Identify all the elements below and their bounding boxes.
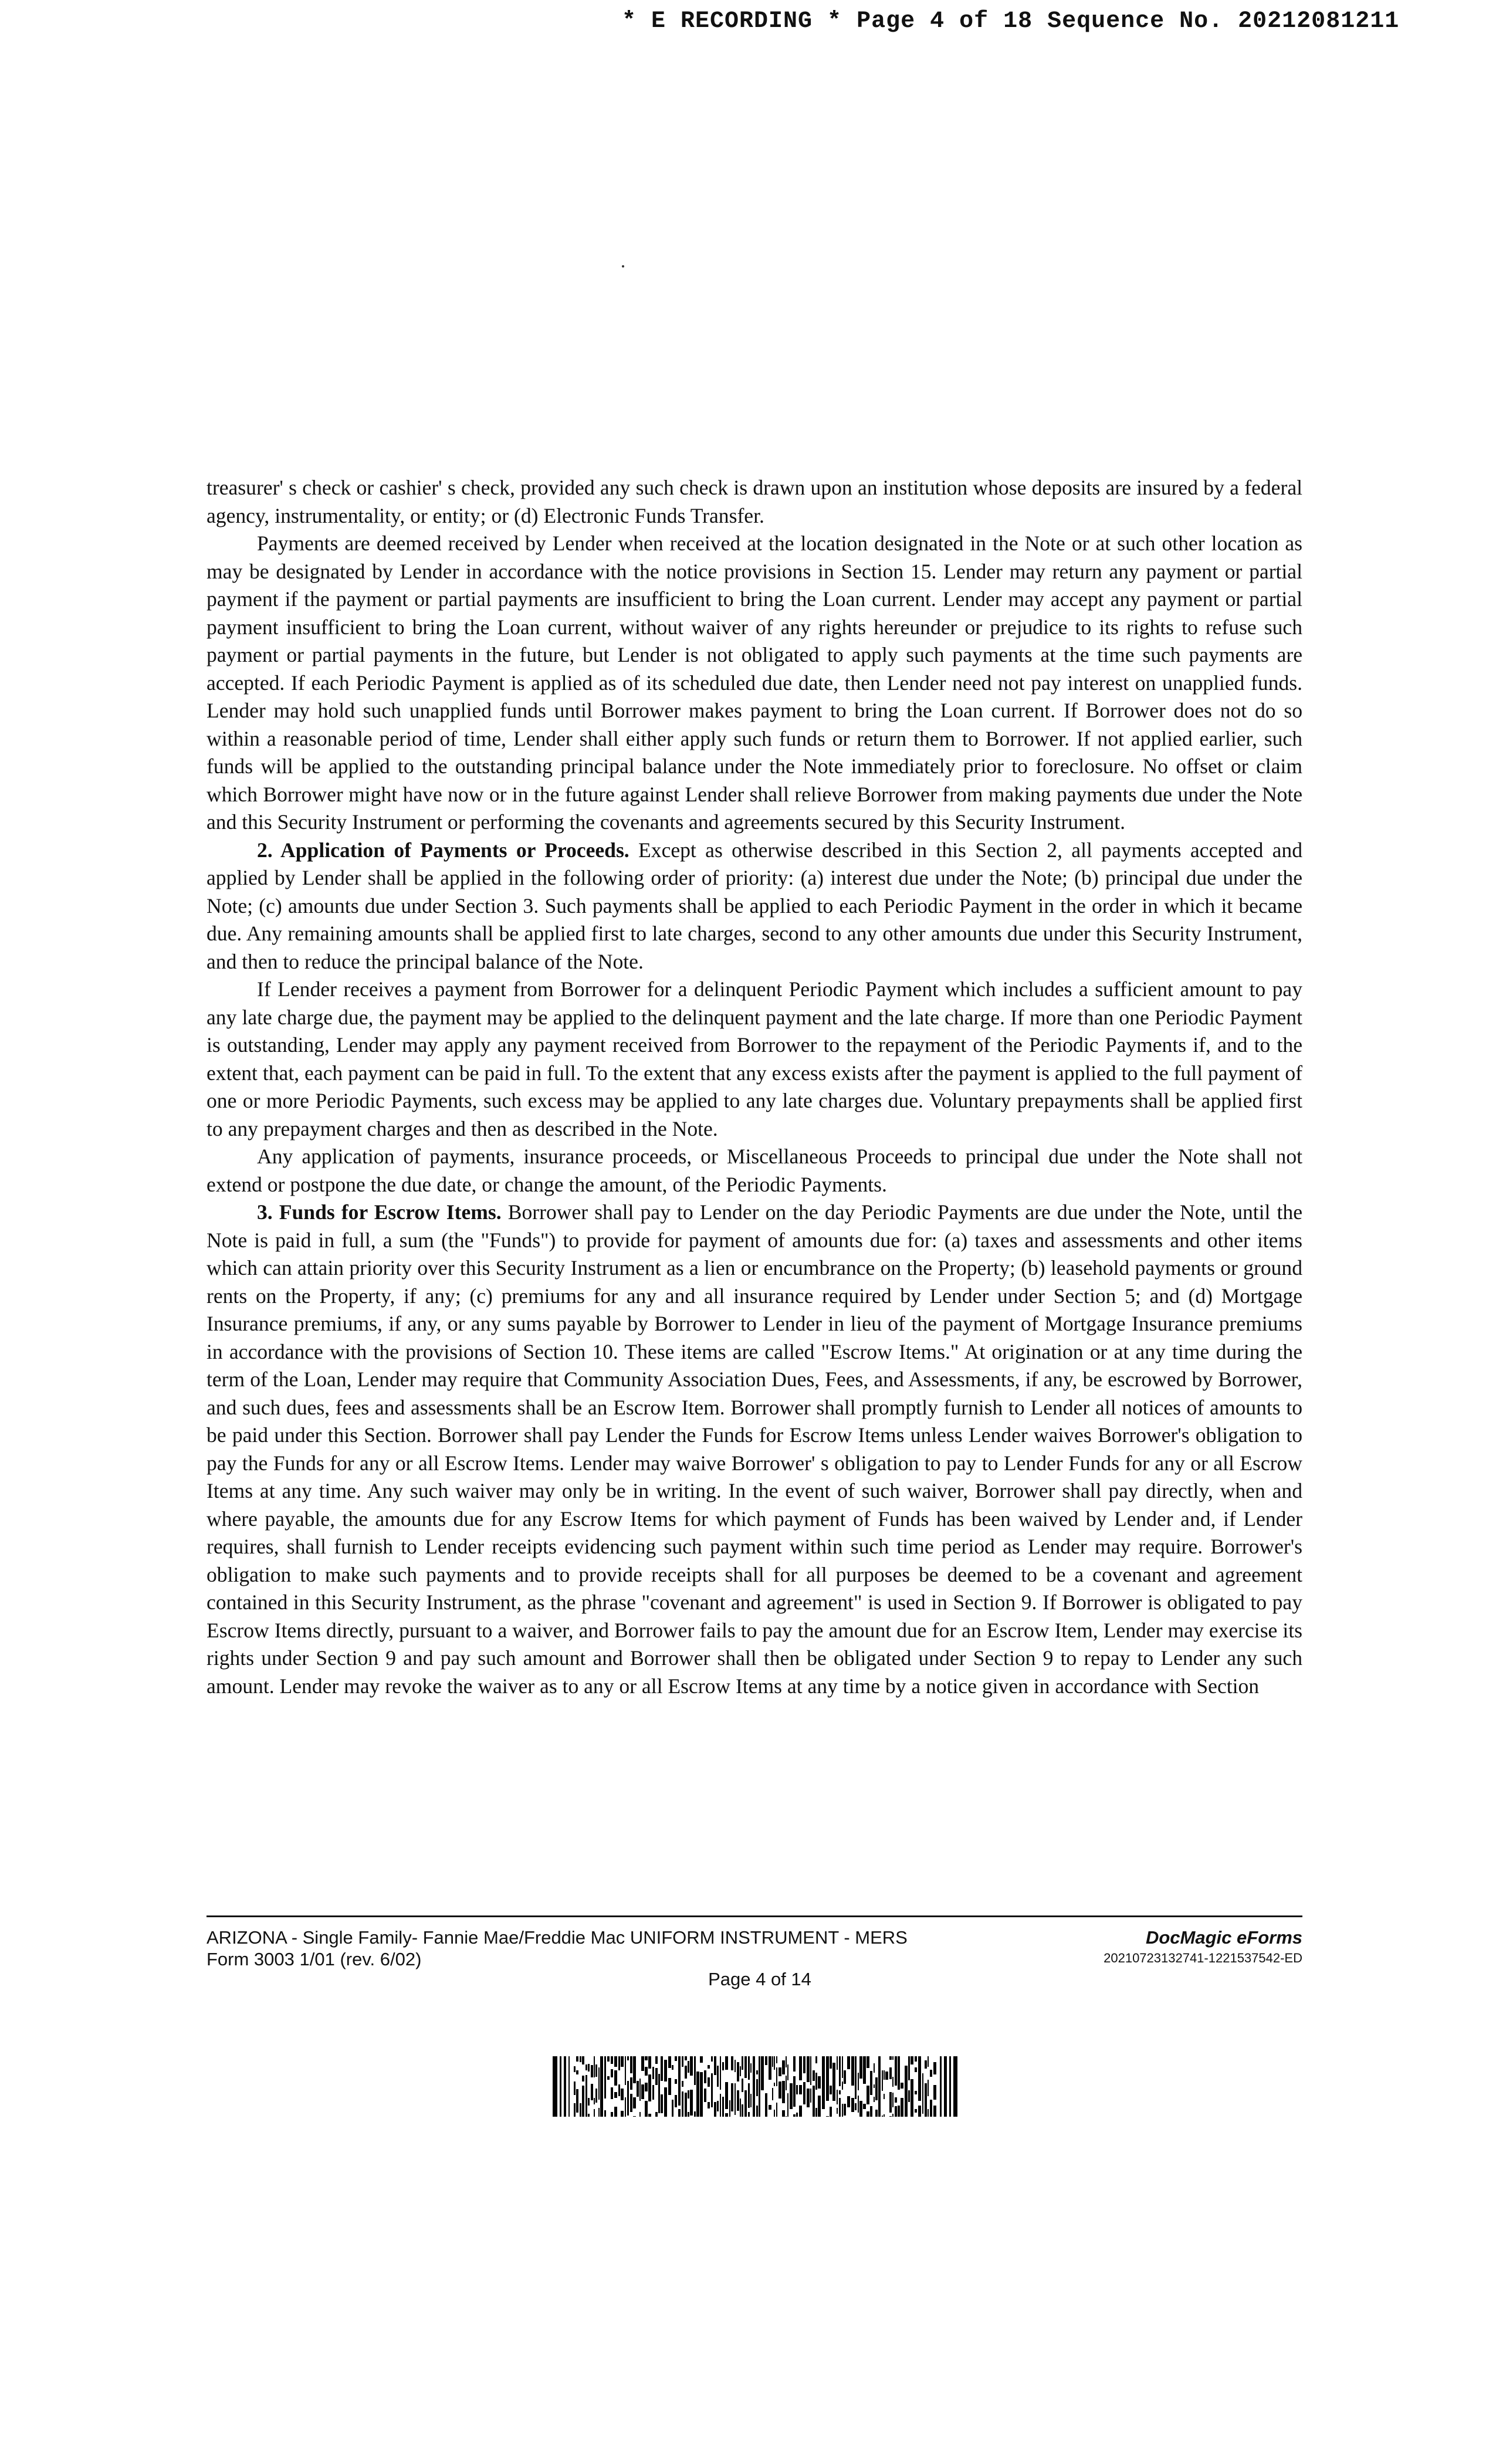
section-2-heading: 2. Application of Payments or Proceeds. bbox=[257, 838, 629, 862]
section-2-text: Except as otherwise described in this Section 2, all payments accepted and applied by Lender shall be applied in the following order of priority: (a) interest due under the Note; (b) principal due under the Note; (c) amounts due under Section 3. Such payments shall be applied to each Periodic Payment in the order in which it became due. Any remaining amounts shall be applied first to late charges, second to any other amounts due under this Security Instrument, and then to reduce the principal balance of the Note. bbox=[207, 838, 1302, 973]
document-body bbox=[207, 474, 1302, 1700]
footer-instrument-title: ARIZONA - Single Family- Fannie Mae/Freddie Mac UNIFORM INSTRUMENT - MERS bbox=[207, 1927, 908, 1948]
section-2-application-of-payments bbox=[207, 837, 1302, 976]
section-3-heading: 3. Funds for Escrow Items. bbox=[257, 1200, 502, 1224]
footer-vendor bbox=[1104, 1927, 1302, 1968]
page-number: Page 4 of 14 bbox=[708, 1969, 811, 1989]
footer-divider bbox=[207, 1915, 1302, 1917]
section-3-text: Borrower shall pay to Lender on the day Periodic Payments are due under the Note, until the Note is paid in full, a sum (the "Funds") to provide for payment of amounts due for: (a) taxes and assessments and other items which can attain priority over this Security Instrument as a lien or encumbrance on the Property; (b) leasehold payments or ground rents on the Property, if any; (c) premiums for any and all insurance required by Lender under Section 5; and (d) Mortgage Insurance premiums, if any, or any sums payable by Borrower to Lender in lieu of the payment of Mortgage Insurance premiums in accordance with the provisions of Section 10. These items are called "Escrow Items." At origination or at any time during the term of the Loan, Lender may require that Community Association Dues, Fees, and Assessments, if any, be escrowed by Borrower, and such dues, fees and assessments shall be an Escrow Item. Borrower shall promptly furnish to Lender all notices of amounts to be paid under this Section. Borrower shall pay Lender the Funds for Escrow Items unless Lender waives Borrower's obligation to pay the Funds for any or all Escrow Items. Lender may waive Borrower' s obligation to pay to Lender Funds for any or all Escrow Items at any time. Any such waiver may only be in writing. In the event of such waiver, Borrower shall pay directly, when and where payable, the amounts due for any Escrow Items for which payment of Funds has been waived by Lender and, if Lender requires, shall furnish to Lender receipts evidencing such payment within such time period as Lender may require. Borrower's obligation to make such payments and to provide receipts shall for all purposes be deemed to be a covenant and agreement contained in this Security Instrument, as the phrase "covenant and agreement" is used in Section 9. If Borrower is obligated to pay Escrow Items directly, pursuant to a waiver, and Borrower fails to pay the amount due for an Escrow Item, Lender may exercise its rights under Section 9 and pay such amount and Borrower shall then be obligated under Section 9 to repay to Lender any such amount. Lender may revoke the waiver as to any or all Escrow Items at any time by a notice given in accordance with Section bbox=[207, 1200, 1302, 1698]
paragraph-payment-methods-continued: treasurer' s check or cashier' s check, provided any such check is drawn upon an institution whose deposits are insured by a federal agency, instrumentality, or entity; or (d) Electronic Funds Transfer. bbox=[207, 476, 1302, 527]
footer-form-info bbox=[207, 1927, 908, 1970]
paragraph-application-to-principal: Any application of payments, insurance proceeds, or Miscellaneous Proceeds to principal due under the Note shall not extend or postpone the due date, or change the amount, of the Periodic Payments. bbox=[207, 1145, 1302, 1196]
recording-header: * E RECORDING * Page 4 of 18 Sequence No. 20212081211 bbox=[622, 8, 1400, 35]
document-id: 20210723132741-1221537542-ED bbox=[1104, 1951, 1302, 1965]
barcode-icon bbox=[553, 2056, 957, 2117]
section-3-funds-for-escrow bbox=[207, 1199, 1302, 1700]
docmagic-logo: DocMagic eForms bbox=[1145, 1927, 1302, 1948]
paragraph-delinquent-payment: If Lender receives a payment from Borrower for a delinquent Periodic Payment which includes a sufficient amount to pay any late charge due, the payment may be applied to the delinquent payment and the late charge. If more than one Periodic Payment is outstanding, Lender may apply any payment received from Borrower to the repayment of the Periodic Payments if, and to the extent that, each payment can be paid in full. To the extent that any excess exists after the payment is applied to the full payment of one or more Periodic Payments, such excess may be applied to any late charges due. Voluntary prepayments shall be applied first to any prepayment charges and then as described in the Note. bbox=[207, 977, 1302, 1140]
scan-speck bbox=[622, 265, 624, 268]
footer-form-number: Form 3003 1/01 (rev. 6/02) bbox=[207, 1949, 422, 1969]
paragraph-payments-received: Payments are deemed received by Lender when received at the location designated in the Note or at such other location as may be designated by Lender in accordance with the notice provisions in Section 15. Lender may return any payment or partial payment if the payment or partial payments are insufficient to bring the Loan current. Lender may accept any payment or partial payment insufficient to bring the Loan current, without waiver of any rights hereunder or prejudice to its rights to refuse such payment or partial payments in the future, but Lender is not obligated to apply such payments at the time such payments are accepted. If each Periodic Payment is applied as of its scheduled due date, then Lender need not pay interest on unapplied funds. Lender may hold such unapplied funds until Borrower makes payment to bring the Loan current. If Borrower does not do so within a reasonable period of time, Lender shall either apply such funds or return them to Borrower. If not applied earlier, such funds will be applied to the outstanding principal balance under the Note immediately prior to foreclosure. No offset or claim which Borrower might have now or in the future against Lender shall relieve Borrower from making payments due under the Note and this Security Instrument or performing the covenants and agreements secured by this Security Instrument. bbox=[207, 532, 1302, 834]
